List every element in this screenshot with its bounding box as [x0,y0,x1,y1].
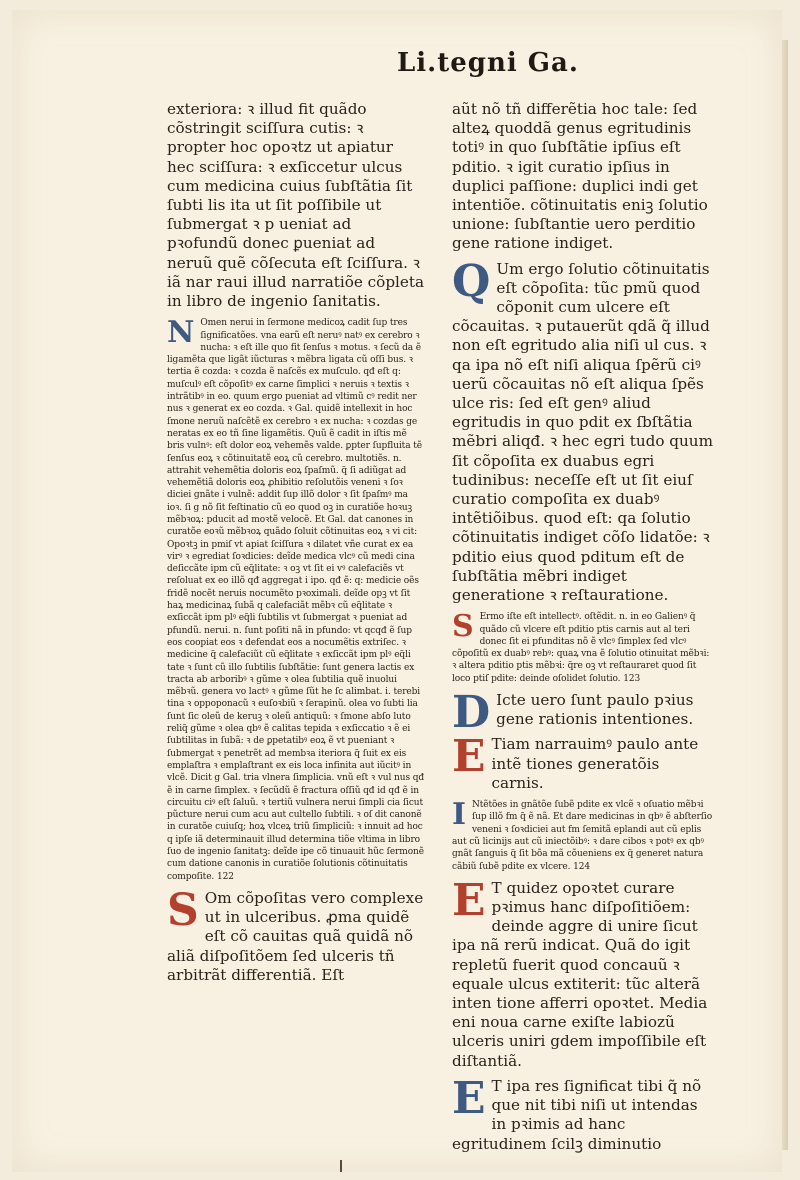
folio-number: 123 [623,673,641,684]
running-head: Li.tegni Ga. [397,48,579,78]
paragraph-text: Ermo iſte eſt intellectꝰ. oſtẽdit. n. in eo Galienꝰ q̃ quãdo cũ vlcere eſt pditio ptis carnis aut al teri donec ſit ei pfunditas nõ ẽ vlcꝰ ſimplex ſed vlcꝰ cõpoſitũ ex duabꝰ rebꝰ: quaꝝ vna ẽ ſolutio otinuitat mẽbꝛi: ꝛ altera pditio ptis mẽbꝛi: q̃re oꝫ vt reſtauraret quod ſit loco ptiſ pdite: deinde oſolidet ſolutio. [452,612,710,684]
paragraph-text: T quidez opoꝛtet curare pꝛimus hanc diſpoſitiõem: deinde aggre di unire ſicut ipa nã rerũ indicat. Quã do igit repletũ fuerit quod concauũ ꝛ equale ulcus extiterit: tũc alterã inten tione afferri opoꝛtet. Media eni noua carne exiſte labiozũ ulceris uniri gdem impoſſibile eſt diſtantiã. [452,878,708,1070]
left-column-paragraph [167,884,425,985]
paragraph-text: exteriora: ꝛ illud fit quãdo cõstringit sciſſura cutis: ꝛ propter hoc opoꝛtz ut apiatur hec sciſſura: ꝛ exſiccetur ulcus cum medicina cuius ſubſtãtia ſit ſubti lis ita ut ſit poſſibile ut ſubmergat ꝛ p ueniat ad pꝛofundũ donec ꝑueniat ad neruũ quẽ cõſecuta eſt ſciſſura. ꝛ iã nar raui illud narratiõe cõpleta in libro de ingenio ſanitatis. [167,100,425,311]
decorated-initial: E [452,1072,486,1124]
decorated-initial: S [452,609,474,645]
left-column-paragraph [167,100,425,311]
right-column-paragraph [452,100,714,254]
paragraph-text: T ipa res ſignificat tibi q̃ nõ que nit tibi niſi ut intendas in pꝛimis ad hanc egritudinem ſcilꝫ diminutio [452,1076,702,1153]
folio-number: 122 [216,871,234,882]
paragraph-text: aũt nõ tñ differẽtia hoc tale: ſed alteꝝ quoddã genus egritudinis totiꝰ in quo ſubſtãtie ipſius eſt pditio. ꝛ igit curatio ipſius in duplici paſſione: duplici indi get intentiõe. cõtinuitatis eniꝫ ſolutio unione: ſubſtantie uero perditio gene ratione indiget. [452,100,708,253]
decorated-initial: N [167,315,195,351]
right-column-paragraph [452,1072,714,1154]
decorated-initial: I [452,797,466,833]
decorated-initial: S [167,884,199,936]
paragraph-text: Omen nerui in ſermone medicoꝝ cadit ſup tres ſignificatões. vna earũ eſt neruꝰ natꝰ ex cerebro ꝛ nucha: ꝛ eſt ille quo fit ſenſus ꝛ motus. ꝛ ſecũ da ẽ ligamẽta que ligãt iũcturas ꝛ mẽbra ligata cũ oſſi bus. ꝛ tertia ẽ cozda: ꝛ cozda ẽ naſcẽs ex muſculo. qđ eſt q: muſculꝰ eſt cõpoſitꝰ ex carne ſimplici ꝛ neruis ꝛ textis ꝛ intrãtibꝰ in eo. quum ergo pueniat ad vltimũ cꝰ redit ner nus ꝛ generat ex eo cozda. ꝛ Gal. quidẽ intellexit in hoc ſmone neruũ naſcẽtẽ ex cerebro ꝛ ex nucha: ꝛ cozdas ge neratas ex eo tñ ſine ligamẽtis. Quũ ẽ cadit in iſtis mẽ bris vulnꝰ: eſt dolor eoꝝ vehemẽs valde. ꝑpter ſupfluita tẽ ſenſus eoꝝ ꝛ cõtinuitatẽ eoꝝ cũ cerebro. multotiẽs. n. attrahit vehemẽtia doloris eoꝝ ſpaſmũ. q̃ ſi adiũgat ad vehemẽtiã doloris eoꝝ ꝓhibitio reſolutõis veneni ꝛ ſoꝛ diciei gnãte i vulnẽ: addit ſup illõ dolor ꝛ ſit ſpaſmꝰ ma ioꝛ. ſi g nõ ſit feſtinatio cũ eo quod oꝫ in curatiõe hoꝛuꝫ mẽbꝛoꝝ: pducit ad moꝛtẽ velocẽ. Et Gal. dat canones in curatõe eoꝛũ mẽbꝛoꝝ quãdo ſoluit cõtinuitas eoꝝ ꝛ vi cit: Opoꝛtꝫ in pmiſ vt apiat ſciſſura ꝛ dilatet vñe curat ex ea virꝰ ꝛ egrediat ſoꝛdicies: deĩde medica vlcꝰ cũ medi cina deſiccãte ipm cũ eq̃litate: ꝛ oꝫ vt ſit ei vꝰ calefaciẽs vt reſoluat ex eo illõ qđ aggregat i ipo. qđ ẽ: q: medicie oẽs fridẽ nocẽt neruis nocumẽto pꝛoximali. deĩde opꝫ vt ſit haꝝ medicinaꝝ ſubã q calefaciãt mẽbꝛ cũ eq̃litate ꝛ exſiccãt ipm plꝰ eq̃li ſubtilis vt ſubmergat ꝛ pueniat ad pfundũ. nerui. n. ſunt poſiti nã in pfundo: vt qcqđ ẽ ſup eos coopiat eos ꝛ defendat eos a nocumẽtis extriſec. ꝛ medicine q̃ calefaciũt cũ eq̃litate ꝛ exſiccãt ipm plꝰ eq̃li tate ꝛ ſunt cũ illo ſubtilis ſubſtãtie: ſunt genera lactis ex tracta ab arboribꝰ ꝛ gũme ꝛ olea ſubtilia quẽ inuolui mẽbꝛũ. genera vo lactꝰ ꝛ gũme ſũt he ſc alimbat. i. terebi tina ꝛ oppoponacũ ꝛ euſoꝛbiũ ꝛ ſerapinũ. olea vo ſubti lia ſunt ſic oleũ de keruꝫ ꝛ oleũ antiquũ: ꝛ ſmone abſo luto reliq̃ gũme ꝛ olea qbꝰ ẽ calitas tepida ꝛ exſiccatio ꝛ ẽ ei ſubtilitas in ſubã: ꝛ de ꝑpetatibꝰ eoꝝ ẽ vt pueniant ꝛ ſubmergat ꝛ penetrẽt ad membꝛa iteriora q̃ ſuit ex eis emplaſtra ꝛ emplaſtrant ex eis loca infinita aut iũcitꝰ in vlcẽ. Dicit g Gal. tria vlnera ſimplicia. vnũ eſt ꝛ vul nus qđ ẽ in carne ſimplex. ꝛ ſecũdũ ẽ fractura oſſiũ qđ id qđ ẽ in circuitu ciꝰ eſt ſaluũ. ꝛ tertiũ vulnera nerui ſimpli cia ſicut pũcture nerui cum acu aut cultello ſubtili. ꝛ oſ dit canonẽ in curatõe cuiuſq; hoꝝ vlceꝝ triũ ſimpliciũ: ꝛ innuit ad hoc q ipſe iã determinauit illud determina tiõe vltima in libro ſuo de ingenio ſanitatꝫ: deĩde ipe cõ tinuauit hũc ſermonẽ cum datione canonis in curatiõe ſolutionis cõtinuitatis compoſite. [167,318,425,882]
right-column-paragraph [452,799,714,873]
decorated-initial: D [452,687,491,739]
left-column-paragraph [167,317,425,883]
right-column-paragraph [452,874,714,1071]
right-column-paragraph [452,687,714,739]
decorated-initial: E [452,874,486,926]
margin-mark [340,1160,342,1172]
paragraph-text: Um ergo ſolutio cõtinuitatis eſt cõpoſita: tũc pmũ quod cõponit cum ulcere eſt cõcauitas. ꝛ putauerũt qdã q̃ illud non eſt egritudo alia niſi ul cus. ꝛ qa ipa nõ eſt niſi aliqua ſpẽrũ ciꝰ uerũ cõcauitas nõ eſt aliqua ſpẽs ulce ris: ſed eſt genꝰ aliud egritudis in quo pdit ex ſbſtãtia mẽbri aliqđ. ꝛ hec egri tudo quum ſit cõpoſita ex duabus egri tudinibus: neceſſe eſt ut ſit eiuſ curatio compoſita ex duabꝰ intẽtiõibus. quod eſt: qa ſolutio cõtinuitatis indiget cõſo lidatõe: ꝛ pditio eius quod pditum eſt de ſubſtãtia mẽbri indiget generatione ꝛ reſtauratione. [452,259,713,605]
paragraph-text: Icte uero ſunt paulo pꝛius gene rationis intentiones. [496,691,694,729]
left-column [167,100,425,984]
paragraph-text: Om cõpoſitas vero complexe ut in ulceribus. ꝓma quidẽ eſt cõ cauitas quã quidã nõ aliã diſpoſitõem ſed ulceris tñ arbitrãt differentiã. Eſt [167,888,424,984]
folio-number: 124 [573,861,591,872]
book-page [12,10,782,1172]
paragraph-text: Ntẽtões in gnãtõe ſubẽ pdite ex vlcẽ ꝛ oſuatio mẽbꝛi ſup illõ fm q̃ ẽ nã. Et dare medicinas in qbꝰ ẽ abſterſio veneni ꝛ ſoꝛdiciei aut fm ſemitã eplandi aut cũ eplis aut cũ licinijs aut cũ iniectõibꝰ: ꝛ dare cibos ꝛ potꝰ ex qbꝰ gnãt ſanguis q̃ ſit bõa mã cõueniens ex q̃ generet natura cãbiũ ſubẽ pdite ex vlcere. [452,800,713,872]
right-column-paragraph [452,255,714,606]
paragraph-text: Tiam narrauimꝰ paulo ante intẽ tiones generatõis carnis. [491,735,699,792]
right-column [452,100,714,1153]
decorated-initial: E [452,731,486,783]
right-column-paragraph [452,611,714,685]
right-column-paragraph [452,731,714,793]
decorated-initial: Q [452,255,491,307]
